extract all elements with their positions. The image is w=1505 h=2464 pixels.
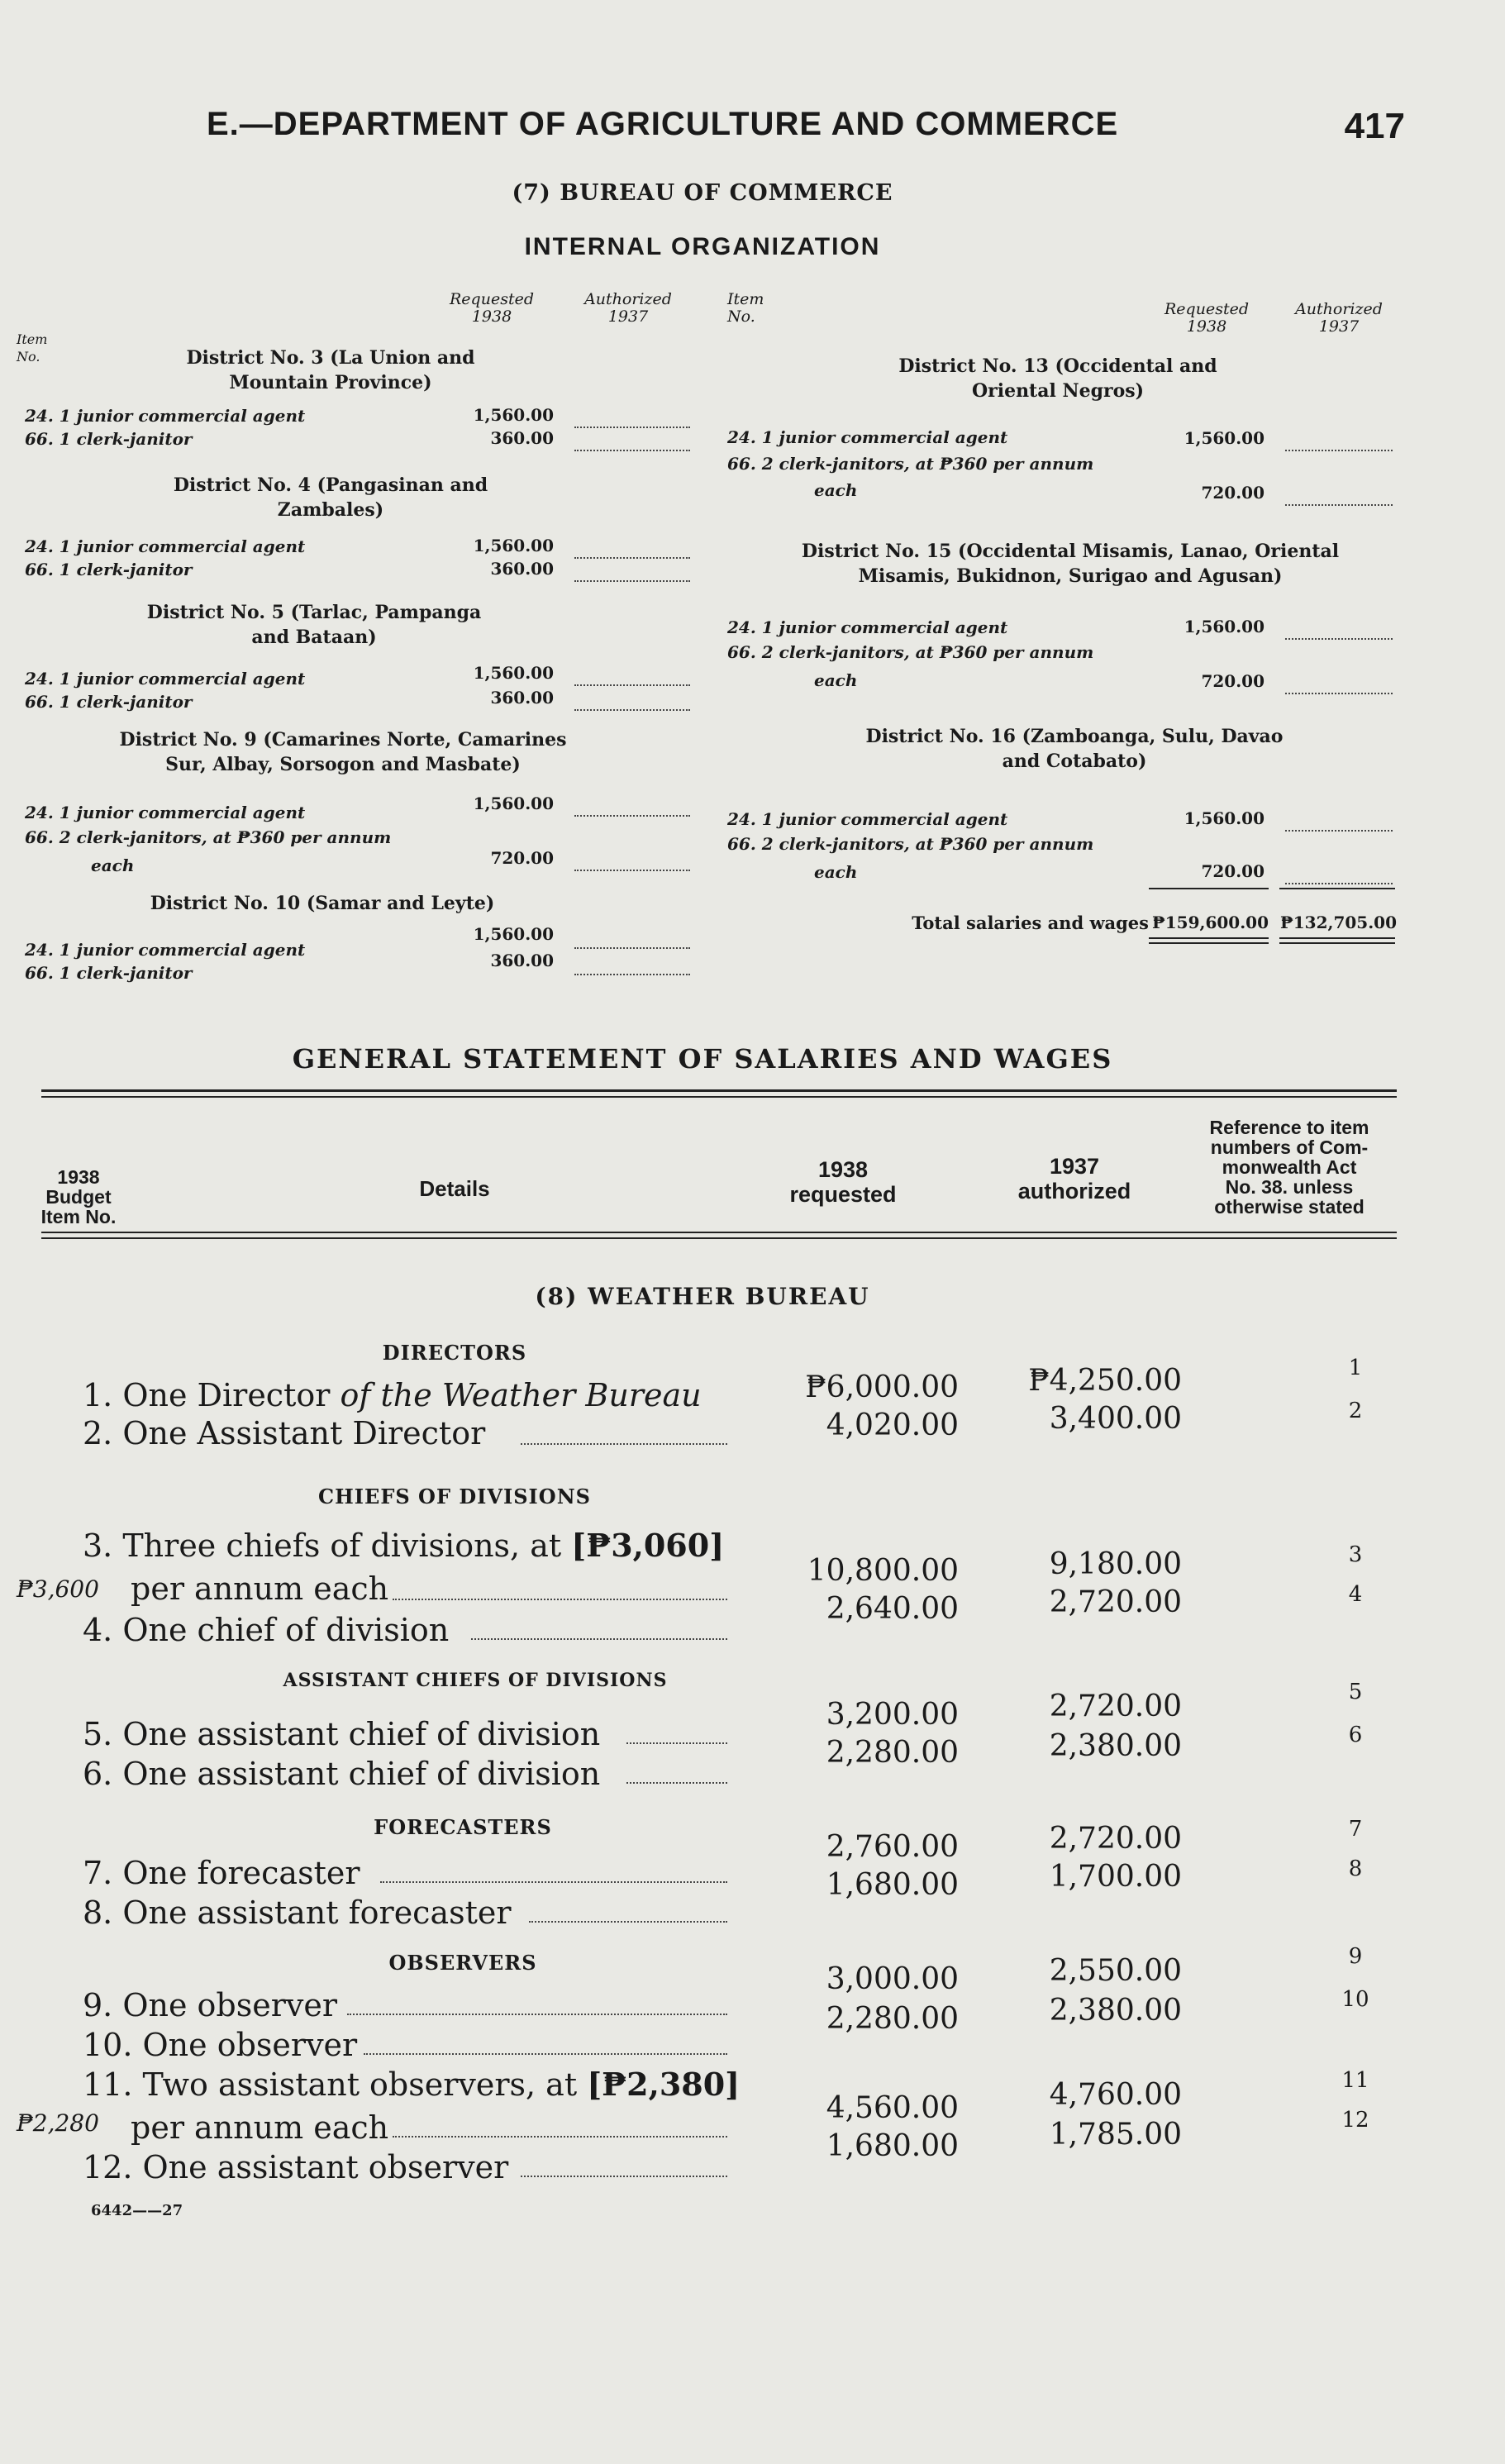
- section-forecasters: FORECASTERS: [374, 1815, 552, 1839]
- district-title-line: Mountain Province): [229, 372, 432, 393]
- leader-dots: [521, 2176, 727, 2177]
- authorized-amount: 1,700.00: [1049, 1860, 1182, 1894]
- requested-amount: 2,760.00: [826, 1830, 959, 1864]
- district-title-line: Misamis, Bukidnon, Surigao and Agusan): [858, 565, 1283, 587]
- requested-amount: 4,020.00: [826, 1408, 959, 1442]
- requested-label: Requested: [450, 290, 534, 308]
- district-title-line: District No. 13 (Occidental and: [898, 355, 1217, 377]
- leader-dots: [471, 1638, 727, 1640]
- item-text: 4. One chief of division: [83, 1612, 450, 1648]
- district-4-title: [124, 473, 537, 522]
- requested-amount: 1,560.00: [1184, 617, 1264, 636]
- th-line: 1937: [1049, 1154, 1100, 1179]
- total-requested: ₱159,600.00: [1151, 913, 1269, 932]
- bureau-title: (7) BUREAU OF COMMERCE: [512, 180, 893, 206]
- district-9-title: [91, 727, 595, 777]
- item-text: 1. One Director: [83, 1377, 341, 1413]
- requested-year: 1938: [471, 307, 512, 326]
- reference-number: 7: [1348, 1817, 1363, 1842]
- reference-number: 11: [1341, 2068, 1369, 2093]
- th-requested: [760, 1157, 926, 1207]
- item-1: [83, 1377, 744, 1413]
- requested-amount: 4,560.00: [826, 2091, 959, 2125]
- item-no-header-right: [727, 291, 793, 326]
- table-header-rule: [41, 1232, 1397, 1233]
- item-text: 5. One assistant chief of division: [83, 1716, 601, 1752]
- item-text: 8. One assistant forecaster: [83, 1894, 512, 1931]
- requested-amount: 2,280.00: [826, 1736, 959, 1770]
- item-label: Item: [17, 331, 48, 347]
- th-line: 1938: [57, 1166, 100, 1188]
- section-directors: DIRECTORS: [382, 1341, 527, 1365]
- no-label: No.: [17, 349, 40, 365]
- list-item: [727, 617, 1157, 638]
- row-label: 66. 1 clerk-janitor: [25, 963, 193, 983]
- requested-amount: 360.00: [490, 951, 554, 970]
- district-13-title: [826, 354, 1289, 403]
- reference-number: 4: [1348, 1582, 1363, 1607]
- list-item-continuation: [814, 670, 979, 691]
- margin-amended-amount: ₱3,600: [17, 1575, 99, 1603]
- item-11: [83, 2066, 760, 2103]
- district-title-line: District No. 16 (Zamboanga, Sulu, Davao: [865, 726, 1284, 747]
- authorized-label: Authorized: [584, 290, 672, 308]
- item-2: [83, 1415, 727, 1451]
- authorized-amount: 2,380.00: [1049, 1729, 1182, 1763]
- row-label: each: [814, 862, 858, 882]
- authorized-blank: [1285, 491, 1393, 506]
- leader-dots: [364, 2053, 727, 2055]
- requested-amount: 1,560.00: [473, 536, 554, 555]
- row-label: 24. 1 junior commercial agent: [25, 803, 306, 822]
- reference-number: 8: [1348, 1856, 1363, 1881]
- item-8: [83, 1894, 727, 1931]
- item-5: [83, 1716, 727, 1752]
- row-label: each: [814, 670, 858, 690]
- district-title-line: Zambales): [277, 499, 384, 521]
- item-text: 9. One observer: [83, 1987, 338, 2023]
- item-7: [83, 1855, 727, 1891]
- district-title-line: Oriental Negros): [971, 380, 1145, 402]
- row-label: 66. 2 clerk-janitors, at ₱360 per annum: [25, 827, 392, 847]
- row-label: 66. 1 clerk-janitor: [25, 560, 193, 579]
- leader-dots: [626, 1782, 727, 1784]
- row-label: 24. 1 junior commercial agent: [25, 940, 306, 960]
- requested-label: Requested: [1164, 300, 1249, 318]
- table-top-rule: [41, 1089, 1397, 1092]
- list-item: [25, 939, 430, 960]
- list-item: [25, 428, 430, 450]
- row-label: each: [91, 855, 135, 875]
- list-item: [727, 427, 1157, 448]
- authorized-blank: [574, 802, 690, 817]
- row-label: 66. 2 clerk-janitors, at ₱360 per annum: [727, 834, 1094, 854]
- th-line: Budget: [45, 1186, 112, 1208]
- item-3-continuation: [131, 1570, 461, 1607]
- requested-amount: 720.00: [1201, 671, 1264, 691]
- total-rule: [1149, 937, 1269, 939]
- section-assistant-chiefs: ASSISTANT CHIEFS OF DIVISIONS: [283, 1670, 668, 1691]
- reference-number: 9: [1348, 1944, 1363, 1969]
- row-label: 24. 1 junior commercial agent: [727, 427, 1008, 447]
- list-item: [25, 962, 430, 984]
- page-number: 417: [1344, 106, 1405, 146]
- th-line: monwealth Act: [1222, 1156, 1357, 1178]
- leader-dots: [626, 1742, 727, 1744]
- leader-dots: [393, 2136, 727, 2138]
- row-label: 24. 1 junior commercial agent: [727, 809, 1008, 829]
- district-title-line: District No. 10 (Samar and Leyte): [150, 893, 495, 914]
- item-label: Item: [727, 290, 764, 308]
- authorized-blank: [574, 934, 690, 949]
- authorized-amount: 3,400.00: [1049, 1402, 1182, 1436]
- authorized-blank: [574, 960, 690, 975]
- list-item: [727, 453, 1174, 474]
- item-11-continuation: [131, 2109, 461, 2146]
- district-title-line: Sur, Albay, Sorsogon and Masbate): [165, 754, 521, 775]
- row-label: 66. 1 clerk-janitor: [25, 692, 193, 712]
- requested-amount: 1,560.00: [1184, 808, 1264, 828]
- authorized-blank: [574, 696, 690, 711]
- row-label: 24. 1 junior commercial agent: [727, 617, 1008, 637]
- internal-organization-title: INTERNAL ORGANIZATION: [524, 233, 881, 260]
- th-line: requested: [789, 1182, 897, 1207]
- th-line: authorized: [1017, 1179, 1131, 1203]
- authorized-blank: [574, 856, 690, 871]
- item-3: [83, 1527, 744, 1564]
- total-authorized: ₱132,705.00: [1279, 913, 1397, 932]
- reference-number: 12: [1341, 2108, 1369, 2133]
- authorized-blank: [1285, 436, 1393, 451]
- item-bracket-amount: [₱3,060]: [571, 1527, 725, 1564]
- authorized-blank: [1285, 679, 1393, 694]
- item-text: 11. Two assistant observers, at: [83, 2066, 588, 2103]
- item-text: 7. One forecaster: [83, 1855, 360, 1891]
- list-item: [727, 641, 1174, 663]
- requested-amount: 1,560.00: [473, 924, 554, 944]
- item-text: 2. One Assistant Director: [83, 1415, 486, 1451]
- requested-amount: 1,560.00: [1184, 428, 1264, 448]
- list-item-continuation: [91, 855, 256, 876]
- footer-print-code: 6442——27: [91, 2202, 183, 2219]
- total-rule: [1149, 942, 1269, 944]
- requested-header-right: [1145, 301, 1269, 336]
- item-bracket-amount: [₱2,380]: [587, 2066, 741, 2103]
- authorized-year: 1937: [607, 307, 649, 326]
- requested-amount: 360.00: [490, 688, 554, 708]
- reference-number: 5: [1348, 1680, 1363, 1704]
- row-label: each: [814, 480, 858, 500]
- list-item: [25, 691, 430, 713]
- authorized-blank: [1285, 625, 1393, 640]
- district-title-line: District No. 3 (La Union and: [186, 347, 475, 369]
- requested-amount: 720.00: [1201, 861, 1264, 881]
- item-text: 3. Three chiefs of divisions, at: [83, 1527, 572, 1564]
- district-title-line: District No. 5 (Tarlac, Pampanga: [146, 602, 482, 623]
- district-15-title: [760, 539, 1380, 589]
- sum-rule: [1279, 888, 1395, 889]
- requested-amount: 720.00: [490, 848, 554, 868]
- district-10-title: [107, 891, 537, 916]
- item-text: 10. One observer: [83, 2027, 358, 2063]
- requested-amount: 360.00: [490, 428, 554, 448]
- th-line: otherwise stated: [1214, 1196, 1365, 1218]
- th-authorized: [983, 1154, 1165, 1203]
- list-item: [25, 405, 430, 427]
- authorized-amount: 1,785.00: [1049, 2118, 1182, 2152]
- list-item-continuation: [814, 861, 979, 883]
- requested-amount: 10,800.00: [807, 1554, 959, 1588]
- th-line: 1938: [817, 1157, 869, 1182]
- th-line: Item No.: [40, 1206, 117, 1227]
- authorized-blank: [574, 436, 690, 451]
- list-item: [25, 827, 471, 848]
- leader-dots: [393, 1599, 727, 1600]
- row-label: 24. 1 junior commercial agent: [25, 669, 306, 689]
- reference-number: 6: [1348, 1723, 1363, 1747]
- list-item: [727, 808, 1157, 830]
- section-observers: OBSERVERS: [388, 1951, 537, 1975]
- row-label: 24. 1 junior commercial agent: [25, 406, 306, 426]
- requested-amount: 1,560.00: [473, 405, 554, 425]
- row-label: 24. 1 junior commercial agent: [25, 536, 306, 556]
- sum-rule: [1149, 888, 1269, 889]
- requested-amount: 1,680.00: [826, 2129, 959, 2163]
- district-3-title: [124, 346, 537, 395]
- requested-amount: 3,200.00: [826, 1698, 959, 1732]
- authorized-amount: 2,380.00: [1049, 1994, 1182, 2028]
- list-item: [25, 559, 430, 580]
- item-9: [83, 1987, 727, 2023]
- item-6: [83, 1756, 727, 1792]
- district-title-line: and Cotabato): [1002, 751, 1147, 772]
- authorized-blank: [1285, 870, 1393, 884]
- item-text-italic: of the Weather Bureau: [340, 1377, 702, 1413]
- requested-amount: 1,560.00: [473, 794, 554, 813]
- requested-amount: 1,560.00: [473, 663, 554, 683]
- list-item: [727, 833, 1174, 855]
- reference-number: 2: [1348, 1399, 1363, 1423]
- requested-amount: 720.00: [1201, 483, 1264, 503]
- item-10: [83, 2027, 727, 2063]
- th-reference: [1174, 1118, 1405, 1217]
- list-item: [25, 668, 430, 689]
- row-label: 66. 2 clerk-janitors, at ₱360 per annum: [727, 642, 1094, 662]
- reference-number: 1: [1348, 1356, 1363, 1380]
- list-item: [25, 536, 430, 557]
- row-label: 66. 2 clerk-janitors, at ₱360 per annum: [727, 454, 1094, 474]
- authorized-blank: [574, 413, 690, 428]
- department-title: E.—DEPARTMENT OF AGRICULTURE AND COMMERCE: [207, 106, 1119, 142]
- requested-header-left: [430, 291, 554, 326]
- item-4: [83, 1612, 727, 1648]
- requested-amount: 2,280.00: [826, 2002, 959, 2036]
- leader-dots: [380, 1881, 727, 1883]
- th-line: No. 38. unless: [1225, 1176, 1354, 1198]
- table-header-rule: [41, 1237, 1397, 1239]
- authorized-amount: 2,720.00: [1049, 1585, 1182, 1619]
- requested-amount: 3,000.00: [826, 1962, 959, 1996]
- authorized-amount: ₱4,250.00: [1028, 1364, 1182, 1398]
- leader-dots: [529, 1921, 727, 1923]
- authorized-header-right: [1273, 301, 1405, 336]
- row-label: 66. 1 clerk-janitor: [25, 429, 193, 449]
- leader-dots: [521, 1443, 727, 1445]
- item-text: 6. One assistant chief of division: [83, 1756, 601, 1792]
- authorized-year: 1937: [1318, 317, 1360, 336]
- section-chiefs: CHIEFS OF DIVISIONS: [318, 1485, 591, 1508]
- item-no-header-left: [17, 331, 66, 365]
- item-12: [83, 2149, 727, 2185]
- authorized-blank: [574, 544, 690, 559]
- requested-amount: 1,680.00: [826, 1868, 959, 1902]
- authorized-label: Authorized: [1295, 300, 1383, 318]
- requested-amount: 360.00: [490, 559, 554, 579]
- district-5-title: [107, 600, 521, 650]
- th-line: Reference to item: [1209, 1117, 1369, 1138]
- district-title-line: District No. 4 (Pangasinan and: [173, 474, 488, 496]
- list-item: [25, 802, 430, 823]
- list-item-continuation: [814, 479, 979, 501]
- th-budget-item: [25, 1167, 132, 1227]
- authorized-amount: 2,550.00: [1049, 1954, 1182, 1988]
- authorized-amount: 4,760.00: [1049, 2078, 1182, 2112]
- authorized-blank: [1285, 817, 1393, 832]
- authorized-amount: 2,720.00: [1049, 1822, 1182, 1856]
- authorized-header-left: [562, 291, 694, 326]
- district-title-line: District No. 9 (Camarines Norte, Camarines: [119, 729, 567, 751]
- authorized-blank: [574, 671, 690, 686]
- requested-year: 1938: [1186, 317, 1227, 336]
- th-line: numbers of Com-: [1210, 1137, 1369, 1158]
- authorized-amount: 9,180.00: [1049, 1547, 1182, 1581]
- authorized-blank: [574, 567, 690, 582]
- district-title-line: and Bataan): [251, 627, 377, 648]
- item-text: per annum each: [131, 2109, 389, 2146]
- weather-bureau-title: (8) WEATHER BUREAU: [535, 1283, 870, 1310]
- requested-amount: ₱6,000.00: [805, 1370, 959, 1404]
- item-text: 12. One assistant observer: [83, 2149, 509, 2185]
- total-label: Total salaries and wages: [912, 913, 1149, 933]
- table-top-rule: [41, 1096, 1397, 1098]
- total-rule: [1279, 942, 1395, 944]
- reference-number: 10: [1341, 1987, 1369, 2012]
- total-rule: [1279, 937, 1395, 939]
- th-details: Details: [419, 1176, 490, 1201]
- leader-dots: [347, 2014, 727, 2015]
- general-statement-title: GENERAL STATEMENT OF SALARIES AND WAGES: [292, 1043, 1113, 1075]
- reference-number: 3: [1348, 1542, 1363, 1567]
- district-title-line: District No. 15 (Occidental Misamis, Lanao, Oriental: [801, 541, 1340, 562]
- item-text: per annum each: [131, 1570, 389, 1607]
- district-16-title: [810, 724, 1339, 774]
- authorized-amount: 2,720.00: [1049, 1690, 1182, 1723]
- no-label: No.: [727, 307, 755, 326]
- requested-amount: 2,640.00: [826, 1592, 959, 1626]
- margin-amended-amount: ₱2,280: [17, 2109, 99, 2137]
